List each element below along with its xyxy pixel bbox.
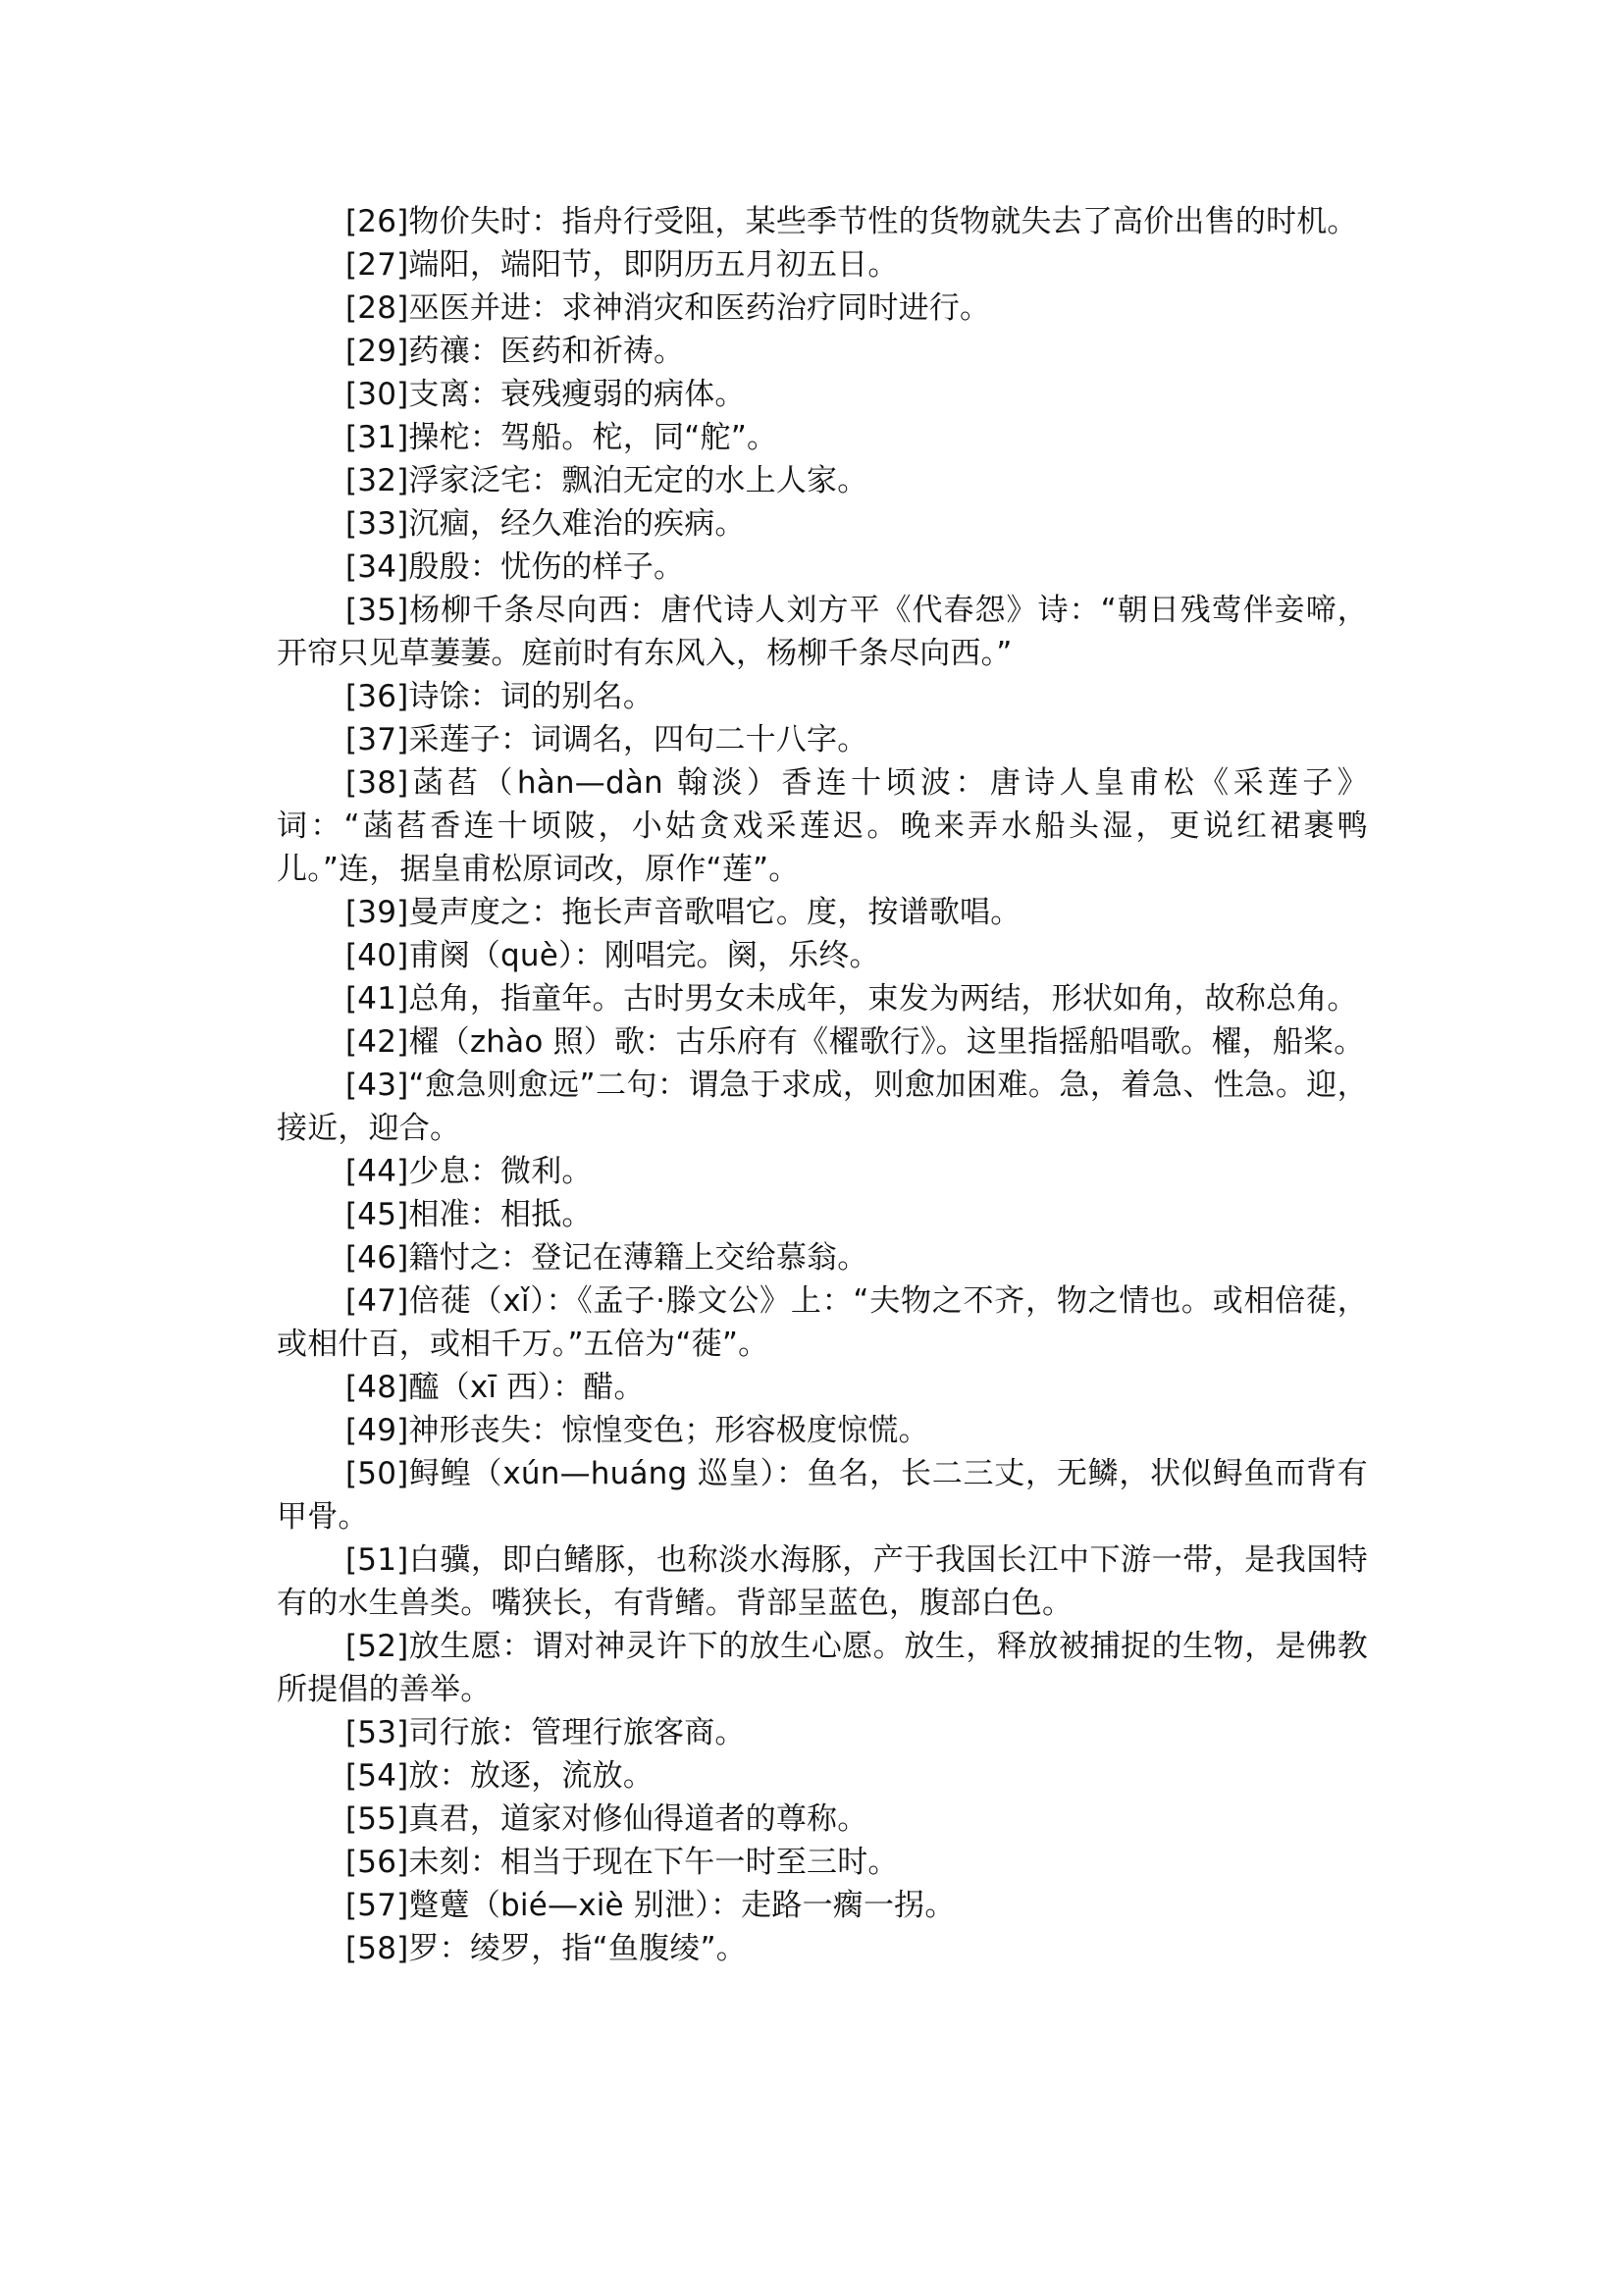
note-42: [42]櫂（zhào 照）歌：古乐府有《櫂歌行》。这里指摇船唱歌。櫂，船桨。 (345, 1024, 1365, 1060)
note-49: [49]神形丧失：惊惶变色；形容极度惊慌。 (345, 1413, 929, 1448)
note-53: [53]司行旅：管理行旅客商。 (345, 1715, 746, 1750)
note-34: [34]殷殷：忧伤的样子。 (345, 549, 685, 585)
note-54: [54]放：放逐，流放。 (345, 1758, 655, 1794)
note-36: [36]诗馀：词的别名。 (345, 679, 655, 714)
note-41: [41]总角，指童年。古时男女未成年，束发为两结，形状如角，故称总角。 (345, 981, 1358, 1017)
note-51: [51]白骥，即白鳍豚，也称淡水海豚，产于我国长江中下游一带，是我国特有的水生兽类。嘴狭长，有背鳍。背部呈蓝色，腹部白色。 (277, 1542, 1368, 1621)
note-40: [40]甫阕（què）：刚唱完。阕，乐终。 (345, 938, 880, 973)
note-37: [37]采莲子：词调名，四句二十八字。 (345, 722, 868, 757)
note-52: [52]放生愿：谓对神灵许下的放生心愿。放生，释放被捕捉的生物，是佛教所提倡的善举。 (277, 1629, 1368, 1707)
note-38: [38]菡萏（hàn—dàn 翰淡）香连十顷波：唐诗人皇甫松《采莲子》词：“菡萏香连十顷陂，小姑贪戏采莲迟。晚来弄水船头湿，更说红裙裹鸭儿。”连，据皇甫松原词改，原作“莲”。 (277, 765, 1368, 887)
note-27: [27]端阳，端阳节，即阴历五月初五日。 (345, 247, 899, 283)
note-56: [56]未刻：相当于现在下午一时至三时。 (345, 1845, 899, 1880)
note-48: [48]醯（xī 西）：醋。 (345, 1370, 645, 1405)
note-57: [57]蹩躠（bié—xiè 别泄）：走路一瘸一拐。 (345, 1888, 956, 1923)
annotation-list (277, 200, 1368, 1970)
note-50: [50]鲟鳇（xún—huáng 巡皇）：鱼名，长二三丈，无鳞，状似鲟鱼而背有甲骨。 (277, 1456, 1368, 1535)
note-29: [29]药禳：医药和祈祷。 (345, 334, 685, 369)
note-45: [45]相准：相抵。 (345, 1197, 593, 1232)
note-32: [32]浮家泛宅：飘泊无定的水上人家。 (345, 463, 868, 498)
note-26: [26]物价失时：指舟行受阻，某些季节性的货物就失去了高价出售的时机。 (345, 204, 1358, 239)
note-31: [31]操柁：驾船。柁，同“舵”。 (345, 420, 778, 455)
note-58: [58]罗：绫罗，指“鱼腹绫”。 (345, 1931, 747, 1966)
note-33: [33]沉痼，经久难治的疾病。 (345, 506, 746, 542)
note-35: [35]杨柳千条尽向西：唐代诗人刘方平《代春怨》诗：“朝日残莺伴妾啼，开帘只见草萋萋。庭前时有东风入，杨柳千条尽向西。” (277, 593, 1368, 671)
note-43: [43]“愈急则愈远”二句：谓急于求成，则愈加困难。急，着急、性急。迎，接近，迎合。 (277, 1068, 1368, 1146)
note-46: [46]籍忖之：登记在薄籍上交给慕翁。 (345, 1240, 868, 1276)
note-28: [28]巫医并进：求神消灾和医药治疗同时进行。 (345, 290, 991, 326)
note-30: [30]支离：衰残瘦弱的病体。 (345, 377, 746, 412)
note-44: [44]少息：微利。 (345, 1154, 593, 1189)
note-39: [39]曼声度之：拖长声音歌唱它。度，按谱歌唱。 (345, 895, 1022, 930)
note-47: [47]倍蓰（xǐ）：《孟子·滕文公》上：“夫物之不齐，物之情也。或相倍蓰，或相什百，或相千万。”五倍为“蓰”。 (277, 1283, 1368, 1362)
note-55: [55]真君，道家对修仙得道者的尊称。 (345, 1801, 868, 1837)
